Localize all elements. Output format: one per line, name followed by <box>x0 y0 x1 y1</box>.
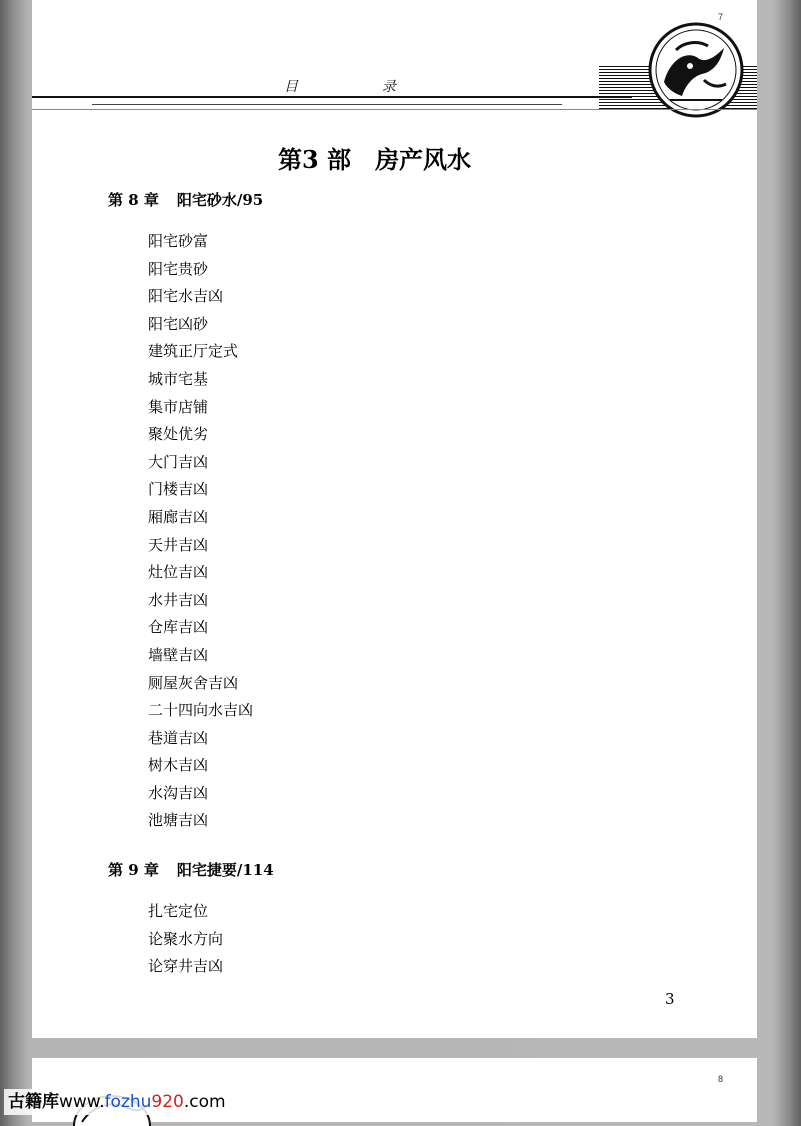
toc-entry: 阳宅水吉凶 <box>148 287 224 306</box>
toc-entry: 城市宅基 <box>148 369 209 388</box>
header-title-part-1: 目 <box>284 79 298 95</box>
toc-entry: 集市店铺 <box>148 397 209 416</box>
part-title <box>278 140 471 175</box>
toc-entry: 论聚水方向 <box>148 929 224 948</box>
toc-entry: 厕屋灰舍吉凶 <box>148 673 239 692</box>
toc-entry: 阳宅贵砂 <box>148 259 209 278</box>
watermark-domain-number: 920 <box>151 1092 184 1112</box>
chapter-label: 第 8 章 <box>108 191 159 209</box>
watermark-name: 古籍库 <box>8 1092 59 1112</box>
part-label: 第3 部 <box>278 145 352 174</box>
site-watermark <box>4 1089 230 1115</box>
header-title-part-2: 录 <box>382 79 396 95</box>
document-page <box>32 0 757 1038</box>
header-rule-thin <box>92 104 562 105</box>
toc-entry: 树木吉凶 <box>148 756 209 775</box>
toc-entry: 大门吉凶 <box>148 452 209 471</box>
page-number: 3 <box>665 990 675 1008</box>
toc-entry: 二十四向水吉凶 <box>148 701 254 720</box>
chapter-entry-list <box>148 898 223 981</box>
chapter-entry-list <box>148 228 253 835</box>
watermark-tld: .com <box>183 1092 226 1112</box>
toc-entry: 门楼吉凶 <box>148 480 209 499</box>
toc-entry: 厢廊吉凶 <box>148 507 209 526</box>
toc-entry: 巷道吉凶 <box>148 728 209 747</box>
chapter-label: 第 9 章 <box>108 861 159 879</box>
toc-entry: 灶位吉凶 <box>148 563 209 582</box>
scan-page-number: 7 <box>718 12 724 22</box>
toc-entry: 天井吉凶 <box>148 535 209 554</box>
toc-entry: 水井吉凶 <box>148 590 209 609</box>
chapter-title: 阳宅捷要/114 <box>176 861 274 879</box>
toc-entry: 建筑正厅定式 <box>148 342 239 361</box>
watermark-www: www. <box>59 1092 105 1112</box>
toc-entry: 池塘吉凶 <box>148 811 209 830</box>
chapter-title: 阳宅砂水/95 <box>176 191 264 209</box>
toc-entry: 论穿井吉凶 <box>148 957 224 976</box>
toc-entry: 阳宅砂富 <box>148 232 209 250</box>
chapter-heading <box>108 189 263 210</box>
scan-page-number: 8 <box>718 1074 724 1084</box>
part-name: 房产风水 <box>375 145 472 174</box>
toc-entry: 阳宅凶砂 <box>148 314 209 333</box>
header-rule-bottom <box>32 109 757 110</box>
toc-entry: 墙壁吉凶 <box>148 645 209 664</box>
header-rule <box>32 96 632 98</box>
toc-entry: 仓库吉凶 <box>148 618 209 637</box>
watermark-domain-word: fozhu <box>104 1092 152 1112</box>
toc-entry: 扎宅定位 <box>148 902 209 920</box>
dragon-emblem-icon <box>646 20 746 120</box>
toc-entry: 聚处优劣 <box>148 425 209 444</box>
chapter-heading <box>108 859 274 880</box>
toc-entry: 水沟吉凶 <box>148 783 209 802</box>
